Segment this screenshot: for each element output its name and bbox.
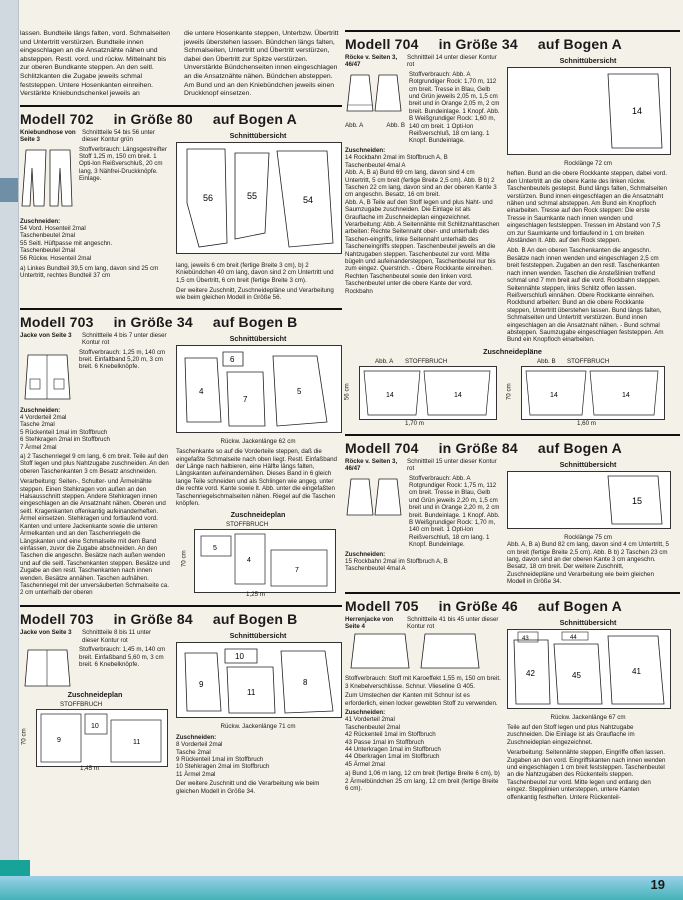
model-703b-plan-caption: Rückw. Jackenlänge 71 cm [220, 723, 296, 731]
edge-tab [0, 178, 18, 202]
fold-label: STOFFBRUCH [567, 357, 610, 365]
model-705-plan-title: Schnittübersicht [559, 617, 617, 627]
model-703b-material: Stoffverbrauch: 1,45 m, 140 cm breit. Einfaßband 5,60 m, 3 cm breit. 6 Knebelknöpfe. [79, 646, 166, 669]
label-b: Abb. B [386, 121, 405, 129]
model-703a-work: Verarbeitung: Seiten-, Schulter- und Ärmelnähte steppen. Einen Stehkragen von außen an den Halsausschnitt steppen. Andere Stehkragen innen eingeschlagen an die Ansatznaht nähen. Oberen und seitl. Kragenkanten offenkantig aufeinanderheften. Ärmel einsetzen. Stehkragen und fortlaufend vord. Kanten und untere Jackenkante sowie die unteren Ärmelkanten und an den Taschenriegeln die Längskanten und eine Schmalseite mit dem Band einfassen, zuvor die Zugabe abschneiden. An den Taschen die angeschn. Besätze nach außen wenden und auf die seitl. Taschenkanten steppen. Besätze und Zugabe an den restl. Taschenkanten nach innen wenden. Besätze annähen. Taschen aufnähen. Taschenriegel mit der unversäuberten Schmalseite ca. 2 cm unterhalb der oberen [20, 478, 170, 597]
model-704a-cuts-2: Abb. A, B a) Bund 69 cm lang, davon sind 4 cm Untertritt, 5 cm breit (fertige Breite 2,5 cm). Abb. B b) 2 Taschen 22 cm lang, davon sind an der oberen Kante 3 cm angeschn. Besatz, 16 cm breit. [345, 169, 497, 199]
model-704a-cuts-title: Zuschneiden: [345, 146, 386, 154]
model-705-cuts: 41 Vorderteil 2mal Taschenbeutel 2mal 42 Rückenteil 1mal im Stoffbruch 43 Passe 1mal im Stoffbruch 44 Unterkragen 1mal im Stoffbruch 44 Oberkragen 1mal im Stoffbruch 45 Ärmel 2mal [345, 716, 441, 768]
model-702-pattern-overview [176, 142, 342, 254]
model-704b-heading: Modell 704 in Größe 84 auf Bogen A [345, 439, 622, 456]
svg-text:56: 56 [203, 192, 214, 203]
model-702-material: Stoffverbrauch: Längsgestreifter Stoff 1,25 m, 150 cm breit. 1 Opti-lon Reißverschluß, 20 cm lang, 3 Nähfrei-Druckknöpfe. Einlage. [79, 145, 167, 183]
model-705-sketch [345, 630, 495, 670]
model-704a-pattern-overview [507, 67, 671, 155]
height-label: 70 cm [505, 383, 513, 400]
svg-text:4: 4 [247, 557, 251, 565]
svg-text:11: 11 [247, 688, 256, 698]
model-703b-cuts-title: Zuschneiden: [176, 733, 217, 741]
svg-text:5: 5 [297, 386, 302, 396]
model-704b-cuts-2: Abb. A, B a) Bund 82 cm lang, davon sind 4 cm Untertritt, 5 cm breit (fertige Breite 2,5 cm). Abb. B b) 2 Taschen 23 cm lang, davon sind an der oberen Kante 3 cm angeschn. Besatz, 18 cm breit. Der weitere Zuschnitt, Zuschneidepläne und Verarbeitung wie beim gleichen Modell in Größe 34. [507, 541, 669, 586]
page-number: 19 [650, 877, 665, 892]
svg-text:7: 7 [243, 394, 248, 404]
plan-b [507, 358, 667, 428]
intro-text-2: die untere Hosenkante steppen, Unterbzw. Übertritt jeweils überstehen lassen. Bündchen längs falten, Schmalseiten, Untertritt und Übertritt verstürzen, dabei den Übertritt zur Spitze verstürzen. Unverstärkte Bündchenseiten innen eingeschlagen an die Ansatznähte nähen. Bündchen absteppen. Am Bund und an den Kniebündchen jeweils einen Druckknopf einsetzen. [184, 30, 339, 98]
svg-text:9: 9 [57, 737, 61, 745]
model-705-plan-caption: Rückw. Jackenlänge 67 cm [550, 713, 626, 721]
height-label: 70 cm [20, 728, 28, 746]
divider [20, 605, 342, 607]
divider [20, 308, 342, 310]
model-703b-more: Der weitere Zuschnitt und die Verarbeitung wie beim gleichen Modell in Größe 34. [176, 780, 320, 795]
model-704a-work-2: Verarbeitung: Abb. A Seitennähte mit Schlitznahttaschen arbeiten: Rechte Seitennaht ober- und unterhalb des Taschen-eingriffs, linke Seitennaht unterhalb des Tascheneingriffs steppen. Taschenbeutel jeweils an die Nahtzugaben steppen. Taschenbeutel zur vord. Mitte bügeln und aufeinandersteppen, Taschenbeutel nur bis zum eingez. Querstrich. - Obere Rockkante einreihen. Rechten Taschenbeutel sowie den linken vord. Taschenbeutel unter die obere Kante der vord. Rockbahn [345, 220, 500, 295]
width-label: 1,70 m [405, 419, 424, 427]
model-704b-plan-caption: Rocklänge 75 cm [564, 533, 612, 541]
label-a: Abb. A [345, 121, 364, 129]
svg-text:55: 55 [247, 190, 258, 201]
bottom-stripe [0, 876, 683, 900]
divider [345, 592, 680, 594]
model-703b-heading: Modell 703 in Größe 84 auf Bogen B [20, 611, 298, 628]
model-704a-plans-title: Zuschneidepläne [483, 346, 542, 356]
svg-text:4: 4 [199, 386, 204, 396]
svg-text:10: 10 [235, 652, 244, 662]
svg-text:14: 14 [454, 391, 462, 399]
svg-text:45: 45 [572, 670, 581, 680]
model-704a-heading: Modell 704 in Größe 34 auf Bogen A [345, 36, 622, 52]
model-703a-plan-caption: Rückw. Jackenlänge 62 cm [220, 437, 296, 445]
left-column [20, 30, 342, 860]
model-703a-cut-plan-title: Zuschneideplan [230, 510, 286, 520]
svg-text:8: 8 [303, 678, 308, 688]
model-702-more: Der weitere Zuschnitt, Zuschneidepläne und Verarbeitung wie beim gleichen Modell in Größe 56. [176, 286, 334, 302]
model-705-line-info: Schnittteile 41 bis 45 unter dieser Kontur rot [407, 615, 499, 630]
svg-text:44: 44 [570, 634, 577, 641]
width-label: 1,60 m [577, 419, 596, 427]
model-703a-cuts: 4 Vorderteil 2mal Tasche 2mal 5 Rückenteil 1mal im Stoffbruch 6 Stehkragen 2mal im Stoffbruch 7 Ärmel 2mal [20, 414, 110, 451]
svg-text:43: 43 [522, 635, 529, 642]
right-column [345, 30, 680, 860]
model-703a-heading: Modell 703 in Größe 34 auf Bogen B [20, 313, 298, 330]
model-702-sketch [20, 146, 75, 214]
model-705-pattern-overview [507, 629, 671, 709]
model-703b-plan-title: Schnittübersicht [229, 631, 287, 641]
model-702-plan-title: Schnittübersicht [229, 130, 287, 140]
model-705-bund: a) Bund 1,06 m lang, 12 cm breit (fertige Breite 6 cm), b) 2 Ärmelbündchen 25 cm lang, 12 cm breit (fertige Breite 6 cm). [345, 770, 500, 793]
model-703b-cut-plan-title: Zuschneideplan [67, 690, 123, 700]
width-label: 1,45 m [80, 765, 99, 773]
model-705-work-2: Verarbeitung: Seitennähte steppen, Eingriffe offen lassen. Zugaben an den vord. Eingriffskanten nach innen wenden und eingeschlagen 1 cm breit feststeppen. Taschenbeutel an die Nahtzugaben des Rückenteils steppen. Taschenbeutel zur vord. Mitte legen und entlang den eingez. Stepplinien untersteppen, untere Kanten offenkantig festheften. Untere Rückenteil- [507, 749, 666, 801]
model-703a-plan-title: Schnittübersicht [229, 333, 287, 343]
model-704a-work-4: Abb. B An den oberen Taschenkanten die angeschn. Besätze nach innen wenden und eingeschlagen 2,5 cm breit feststeppen. Zugaben an den restl. Taschenkanten nach innen wenden. Taschen die Ansteßlinien treffend schmal und 7 mm breit auf die vord. Rockbahn steppen. Seitennähte steppen, links Schlitz offen lassen. Reißverschluß einnähen. Obere Rockkante einreihen. Rockbund arbeiten: Bund an die obere Rockkante steppen, Untertritt überstehen lassen. Bund längs falten, Schmalseiten und Untertritt verstürzen. Bund innen eingeschlagen an die Ansatznaht nähen. - Bund schmal absteppen. Saumzugabe eingeschlagen feststeppen. Am Bund ein Knopfloch einarbeiten. [507, 247, 664, 344]
svg-text:9: 9 [199, 680, 204, 690]
model-703b-sketch [20, 646, 75, 688]
model-704a-line-info: Schnittteil 14 unter dieser Kontur rot [407, 54, 497, 69]
model-704a-material: Stoffverbrauch: Abb. A Rotgrundiger Rock: 1,70 m, 112 cm breit. Tresse in Blau, Gelb und Grün jeweils 2,05 m, 1,5 cm breit und in Orange 2,05 m, 2 cm breit. Bundeinlage. 1 Knopf. Abb. B Weißgrundiger Rock: 1,60 m, 140 cm breit. 1 Opti-lon Reißverschluß, 18 cm lang. 1 Knopf. Bundeinlage. [409, 70, 500, 145]
svg-text:10: 10 [91, 723, 99, 731]
model-703a-extra: a) 2 Taschenriegel 9 cm lang, 6 cm breit. Teile auf den Stoff legen und plus Nahtzugabe zuschneiden. An den oberen Taschenkanten 3 cm Besatz anschneiden. [20, 453, 169, 475]
svg-text:6: 6 [230, 354, 235, 364]
svg-text:7: 7 [295, 567, 299, 575]
model-703b-subtitle: Jacke von Seite 3 [20, 629, 72, 637]
model-704b-cuts-title: Zuschneiden: [345, 550, 386, 558]
model-705-cuts-title: Zuschneiden: [345, 709, 386, 717]
model-704a-sketch [345, 71, 405, 117]
model-703b-line-info: Schnittteile 8 bis 11 unter dieser Kontur rot [82, 629, 152, 644]
divider [345, 434, 680, 436]
model-705-subtitle: Herrenjacke von Seite 4 [345, 615, 394, 630]
model-703a-sketch [20, 349, 75, 404]
model-703b-cut-plan [20, 701, 170, 771]
model-702-bund: a) Linkes Bundteil 39,5 cm lang, davon sind 25 cm Untertritt, rechtes Bundteil 37 cm [20, 265, 159, 280]
model-704a-work: Abb. A, B Teile auf den Stoff legen und plus Naht- und Saumzugabe zuschneiden. Die Einlage ist als Grauflache im Zuschneideplan eingezeichnet. [345, 198, 493, 221]
model-704b-pattern-overview [507, 471, 671, 529]
edge-tab-bottom [0, 860, 30, 876]
model-704b-subtitle: Röcke v. Seiten 3, 46/47 [345, 457, 398, 473]
model-704b-material: Stoffverbrauch: Abb. A Rotgrundiger Rock: 1,75 m, 112 cm breit. Tresse in Blau, Gelb und Grün jeweils 2,20 m, 1,5 cm breit und in Orange 2,20 m, 2 cm breit. Bundeinlage. 1 Knopf. Abb. B Weißgrundiger Rock: 1,70 m, 140 cm breit. 1 Opti-lon Reißverschluß, 18 cm lang. 1 Knopf. Bundeinlage. [409, 474, 500, 549]
model-704b-line-info: Schnittteil 15 unter dieser Kontur rot [407, 457, 497, 473]
model-704a-plan-caption: Rocklänge 72 cm [564, 160, 612, 167]
svg-text:41: 41 [632, 666, 641, 676]
height-label: 70 cm [180, 550, 188, 568]
fold-label: STOFFBRUCH [226, 521, 269, 529]
model-705-work: Teile auf den Stoff legen und plus Nahtzugabe zuschneiden. Die Einlage ist als Grauflache im Zuschneideplan eingezeichnet. [507, 724, 635, 746]
model-702-heading: Modell 702 in Größe 80 auf Bogen A [20, 110, 297, 127]
svg-text:15: 15 [632, 495, 643, 506]
svg-text:14: 14 [386, 391, 394, 399]
svg-text:54: 54 [303, 194, 314, 205]
divider [20, 105, 342, 107]
model-703a-cut-plan [176, 521, 340, 599]
page-edge [0, 0, 19, 900]
svg-text:11: 11 [133, 739, 141, 747]
model-703a-subtitle: Jacke von Seite 3 [20, 331, 72, 339]
model-705-heading: Modell 705 in Größe 46 auf Bogen A [345, 597, 622, 614]
fold-label: STOFFBRUCH [405, 357, 448, 365]
model-703a-line-info: Schnittteile 4 bis 7 unter dieser Kontur rot [82, 331, 167, 347]
model-702-cuts: 54 Vord. Hosenteil 2mal Taschenbeutel 2mal 55 Seitl. Hüftpasse mit angeschn. Taschenbeutel 2mal 56 Rückw. Hosenteil 2mal [20, 224, 113, 262]
svg-text:14: 14 [550, 391, 558, 399]
model-703a-cuts-title: Zuschneiden: [20, 406, 61, 414]
model-704b-cuts: 15 Rockbahn 2mal im Stoffbruch A, B Taschenbeutel 4mal A [345, 558, 448, 573]
model-703b-cuts: 8 Vorderteil 2mal Tasche 2mal 9 Rückenteil 1mal im Stoffbruch 10 Stehkragen 2mal im Stoffbruch 11 Ärmel 2mal [176, 741, 270, 778]
model-702-cuts-title: Zuschneiden: [20, 217, 61, 225]
model-703a-material: Stoffverbrauch: 1,25 m, 140 cm breit. Einfaltband 5,20 m, 3 cm breit. 6 Knebelknöpfe. [79, 348, 166, 371]
model-704a-subtitle: Röcke v. Seiten 3, 46/47 [345, 54, 398, 69]
model-702-bund-2: lang, jeweils 6 cm breit (fertige Breite 3 cm), b) 2 Kniebündchen 40 cm lang, davon sind 2 cm Untertritt und 1,5 cm Übertritt, 6 cm breit (fertige Breite 3 cm). [176, 261, 334, 284]
model-702-line-info: Schnittteile 54 bis 56 unter dieser Kontur grün [82, 128, 155, 144]
fold-label: STOFFBRUCH [60, 701, 103, 709]
model-704a-work-3: heften. Bund an die obere Rockkante steppen, dabei vord. den Untertritt an die obere Kante des linken rückw. Taschenbeutels gestepst. Bund längs falten, Schmalseiten verstürzen. Bund innen eingeschlagen an die Ansatznaht nähen und schmal absteppen. Am Bund ein Knopfloch einarbeiten. Tresse auf den Rock steppen: Die erste Tresse in Saumkante nach innen wenden und eingeschlagen feststeppen. Tressen im Abstand von 7,5 cm zur Saumkante und fortlaufend in 1 cm breiten Abständen lt. Abb. auf den Rock steppen. [507, 170, 667, 245]
width-label: 1,25 m [246, 591, 265, 599]
svg-text:14: 14 [622, 391, 630, 399]
height-label: 56 cm [343, 383, 351, 400]
label-a: Abb. A [375, 357, 394, 365]
model-705-material: Stoffverbrauch: Stoff mit Karoeffekt 1,55 m, 150 cm breit. 3 Knebelverschlüsse. Schnur. Vlieseline G 405. [345, 675, 501, 690]
label-b: Abb. B [537, 357, 556, 365]
model-703a-pattern-overview [176, 345, 342, 433]
model-704a-cuts: 14 Rockbahn 2mal im Stoffbruch A, B Taschenbeutel 4mal A [345, 154, 448, 169]
model-704a-plan-title: Schnittübersicht [559, 56, 617, 65]
model-704b-plan-title: Schnittübersicht [559, 459, 617, 469]
svg-text:42: 42 [526, 668, 535, 678]
model-703a-work-2: Taschenkante so auf die Vorderteile steppen, daß die eingefaßte Schmalseite nach oben liegt. Restl. Einfaßband der Länge nach halbieren, eine Hälfte längs falten, Längskanten aufeinandernähen. Dieses Band in 6 gleich lange Teile schneiden und als Schlingen wie angeg. unter die rechte vord. Kante sowie lt. Abb. unter die eingefaßten Taschenriegelschmalseiten nähen. Riegel auf die Taschen knöpfen. [176, 448, 337, 508]
svg-text:14: 14 [632, 106, 643, 116]
svg-text:5: 5 [213, 545, 217, 553]
model-705-note: Zum Umstechen der Kanten mit Schnur ist es erforderlich, einen locker gewebten Stoff zu verwenden. [345, 692, 498, 707]
plan-a [345, 358, 499, 428]
model-702-subtitle: Kniebundhose von Seite 3 [20, 128, 76, 144]
model-703b-pattern-overview [176, 642, 342, 718]
divider [345, 30, 680, 32]
model-704b-sketch [345, 475, 405, 521]
intro-text-1: lassen. Bundteile längs falten, vord. Schmalseiten und Untertritt verstürzen. Bundteile innen eingeschlagen an die Ansatznähte nähen und absteppen. Restl. vord. und rückw. Mittelnaht bis zur oberen Bundkante steppen. An den seitl. Schlitzkanten die Zugabe jeweils schmal feststeppen. Untere Hosenkanten einreihen. Verstärkte Kniebundschenkel jeweils an [20, 30, 170, 98]
